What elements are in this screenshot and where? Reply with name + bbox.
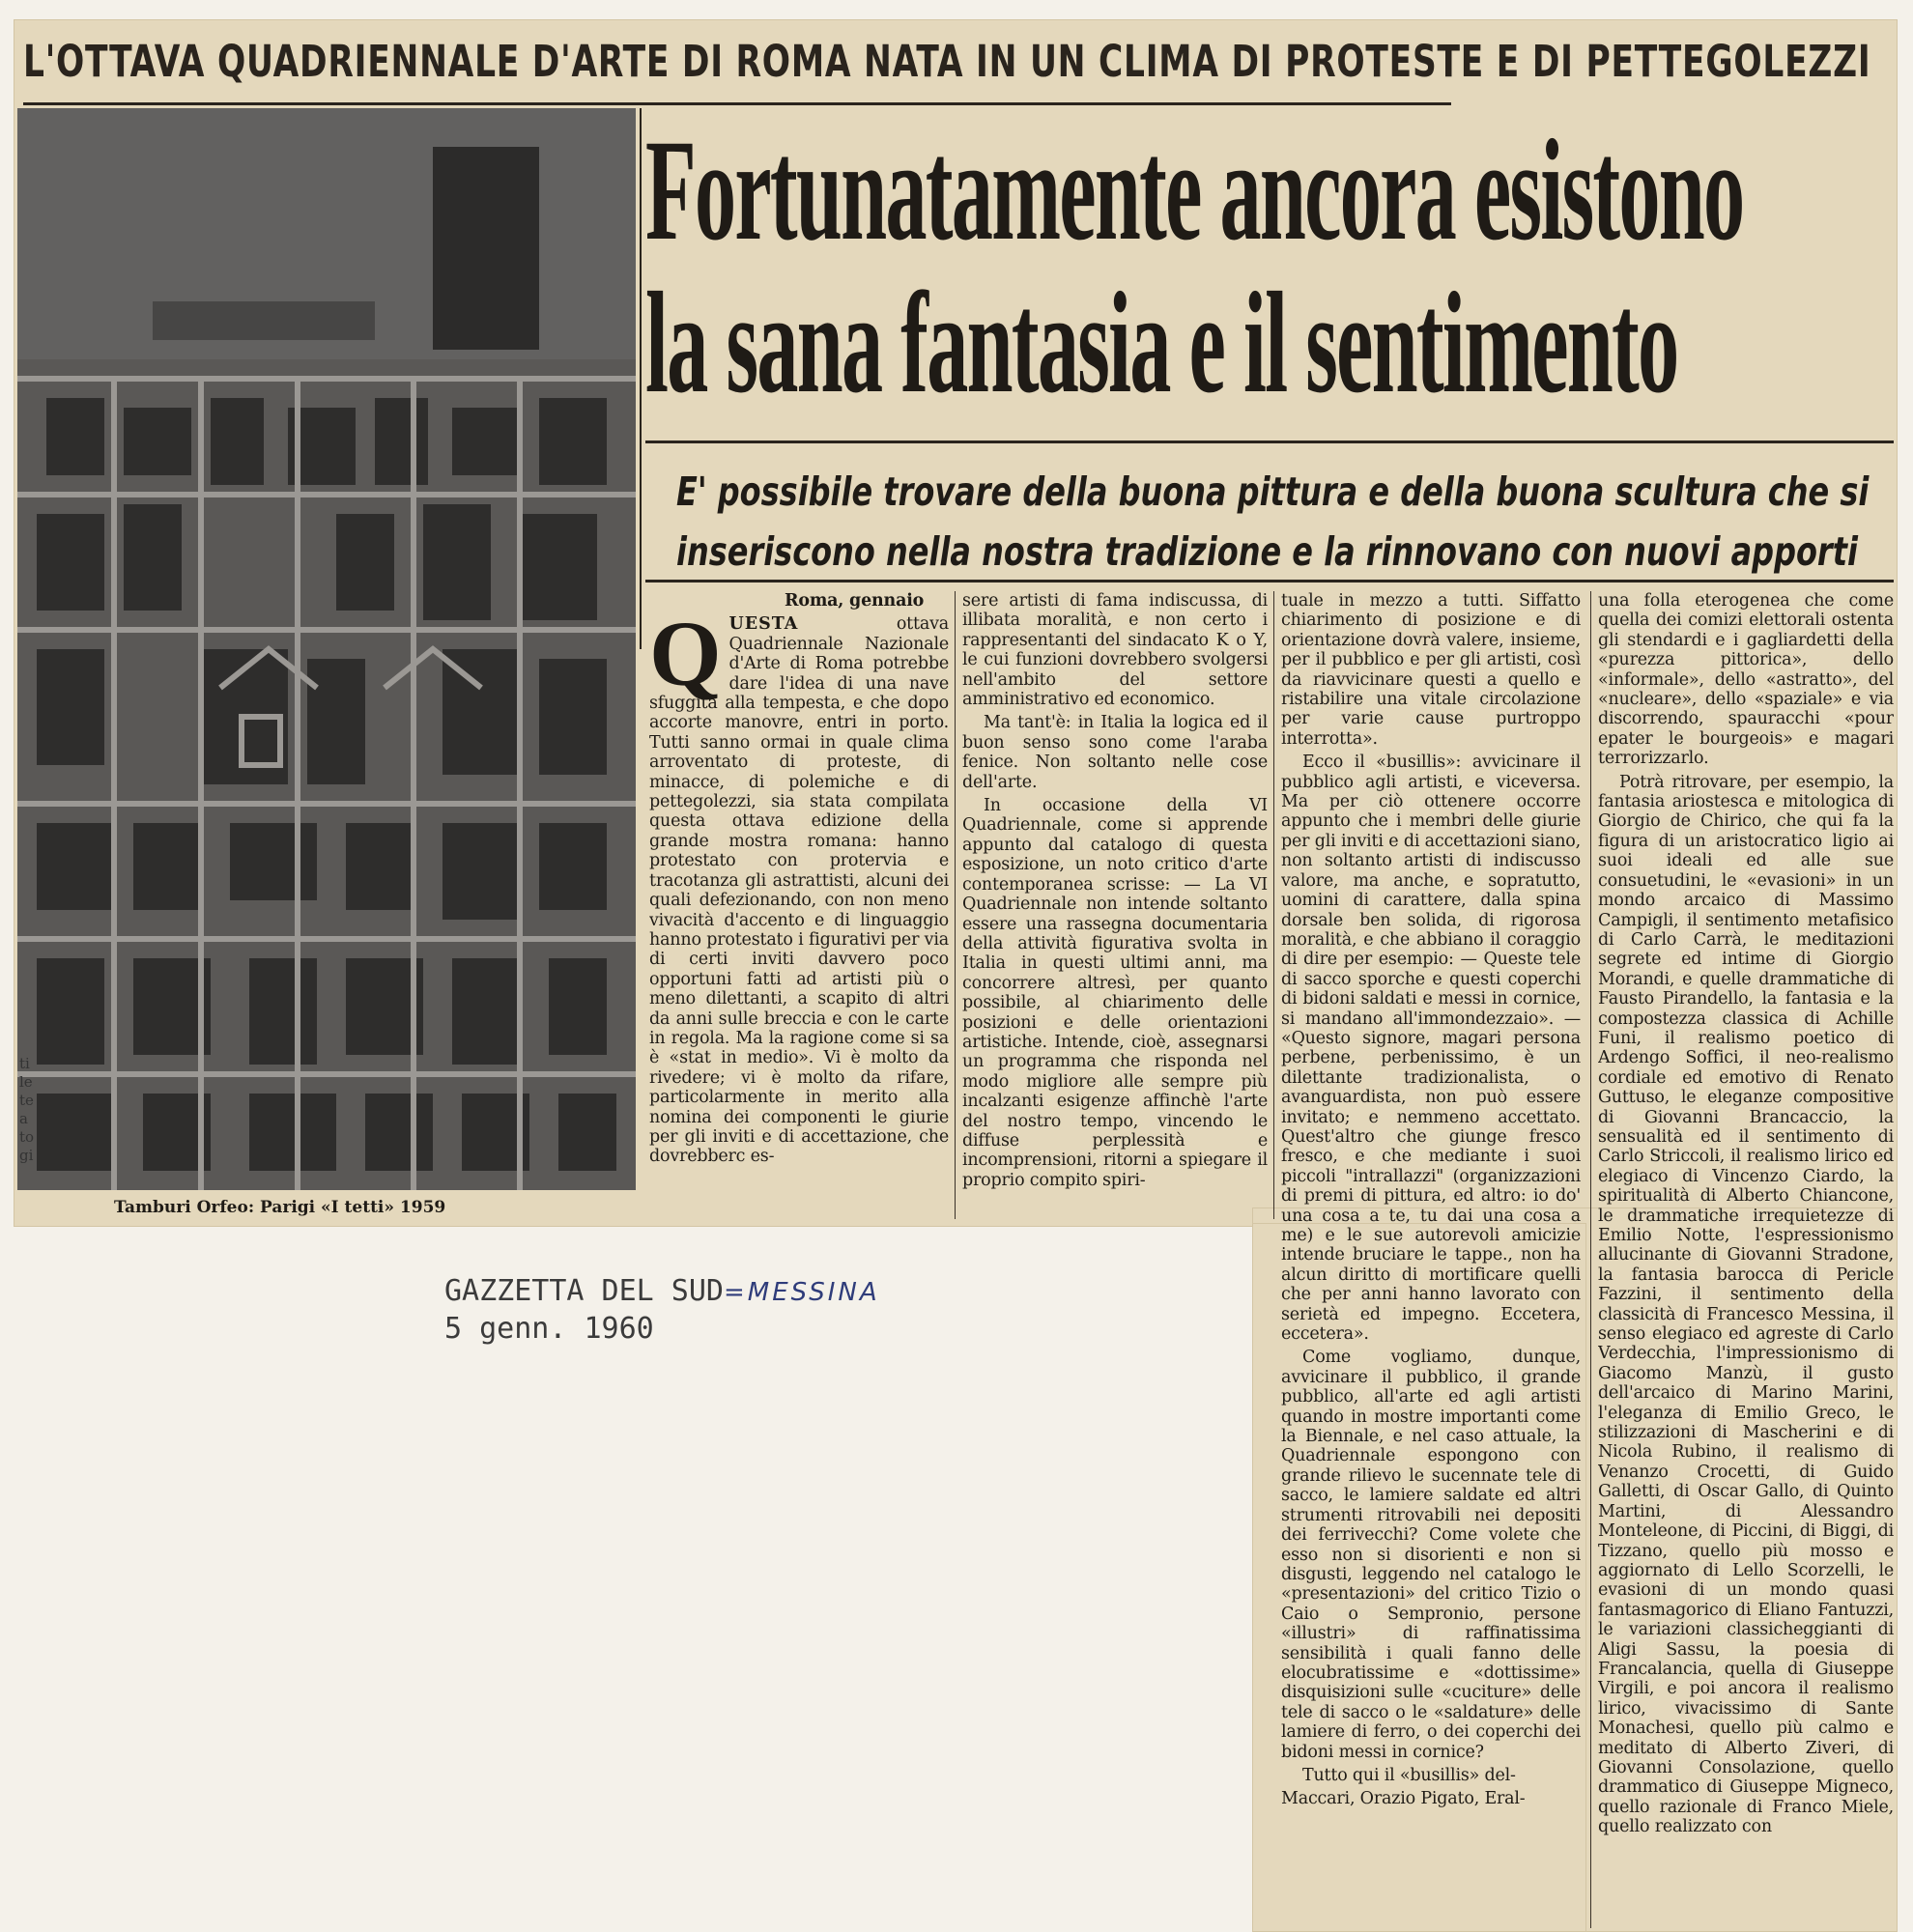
subheadline — [676, 462, 1870, 582]
column-divider — [1590, 591, 1591, 1928]
column-3-paragraph-1: tuale in mezzo a tutti. Siffatto chiarimento di posizione e di orientazione dovrà valere, insieme, per il pubblico e per gli artisti, così da riavvicinare questi a quello e ristabilire una vitale circolazione per varie cause purtroppo interrotta». — [1281, 591, 1581, 749]
handwritten-city: =MESSINA — [723, 1278, 880, 1307]
headline-line-1: Fortunatamente ancora esistono — [645, 110, 1744, 270]
deck-line-2: inseriscono nella nostra tradizione e la rinnovano con nuovi apporti — [676, 528, 1858, 575]
column-2-paragraph-2: Ma tant'è: in Italia la logica ed il buon senso sono come l'araba fenice. Non soltanto nelle cose dell'arte. — [962, 713, 1268, 792]
article-column-2 — [962, 591, 1268, 1223]
column-1-text: ottava Quadriennale Nazionale d'Arte di Roma potrebbe dare l'idea di una nave sfuggita alla tempesta, e che dopo accorte manovre, entri in porto. Tutti sanno ormai in quale clima arroventato di proteste, di minacce, di polemiche e di pettegolezzi, sia stata compilata questa ottava edizione della grande mostra romana: hanno protestato con protervia e tracotanza gli astrattisti, alcuni dei quali defezionando, con non meno vivacità d'accento e di linguaggio hanno protestato i figurativi per via di certi inviti davvero poco opportuni fatti ad artisti più o meno dilettanti, a scapito di altri da anni sulle breccia e con le carte in regola. Ma la ragione come si sa è «stat in medio». Vi è molto da rivedere; vi è molto da rifare, particolarmente in merito alla nomina dei componenti le giurie per gli inviti e di accettazione, che dovrebberc es- — [649, 614, 949, 1167]
column-1-paragraph — [649, 602, 949, 1167]
stamp-date: 5 genn. 1960 — [444, 1312, 654, 1346]
stamp-line-1 — [444, 1273, 880, 1311]
edge-letter: te — [19, 1092, 34, 1109]
column-divider — [955, 591, 956, 1219]
edge-letter: a — [19, 1110, 28, 1127]
headline-divider — [640, 108, 642, 649]
main-headline — [645, 110, 1744, 423]
column-3-tail: Maccari, Orazio Pigato, Eral- — [1281, 1789, 1526, 1809]
column-2-paragraph-3: In occasione della VI Quadriennale, come si apprende appunto dal catalogo di questa esposizione, un noto critico d'arte contemporanea scrisse: — La VI Quadriennale non intende soltanto essere una rassegna documentaria della attività figurativa svolta in Italia in questi ultimi anni, ma concorrere altresì, per quanto possibile, al chiarimento delle posizioni e delle orientazioni artistiche. Intende, cioè, assegnarsi un programma che risponda nel modo migliore alle sempre più incalzanti esigenze affinchè l'arte del nostro tempo, vincendo le diffuse perplessità e incomprensioni, ritorni a spiegare il proprio compito spiri- — [962, 796, 1268, 1190]
edge-letter: to — [19, 1128, 35, 1146]
painting-roofs-image — [17, 108, 636, 1190]
drop-cap: Q — [649, 602, 722, 706]
edge-letter: ti — [19, 1055, 30, 1072]
edge-letter: le — [19, 1073, 33, 1091]
photo-caption: Tamburi Orfeo: Parigi «I tetti» 1959 — [114, 1198, 446, 1217]
archive-stamp — [444, 1273, 880, 1348]
newspaper-name: GAZZETTA DEL SUD — [444, 1274, 724, 1308]
column-2-paragraph-1: sere artisti di fama indiscussa, di illibata moralità, e non certo i rappresentanti del sindacato K o Y, le cui funzioni dovrebbero svolgersi nell'ambito del settore amministrativo ed economico. — [962, 591, 1268, 710]
column-4-paragraph-1: una folla eterogenea che come quella dei comizi elettorali ostenta gli stendardi e i gagliardetti della «purezza pittorica», dello «informale», dello «astratto», del «nucleare», dello «spaziale» e via discorrendo, spauracchi «pour epater le bourgeois» e magari terrorizzarlo. — [1598, 591, 1894, 769]
edge-letter: gi — [19, 1147, 34, 1164]
headline-rule — [645, 440, 1894, 443]
column-3-paragraph-3: Come vogliamo, dunque, avvicinare il pubblico, il grande pubblico, all'arte ed agli artisti quando in mostre importanti come la Biennale, e nel caso attuale, la Quadriennale espongono con grande rilievo le sucennate tele di sacco, le lamiere saldate ed altri strumenti ritrovabili nei depositi dei ferrivecchi? Come volete che esso non si disorienti e non si disgusti, leggendo nel catalogo le «presentazioni» del critico Tizio o Caio o Sempronio, persone «illustri» di raffinatissima sensibilità i quali fanno delle elocubratissime e «dottissime» disquisizioni sulle «cuciture» delle tele di sacco o le «saldature» delle lamiere di ferro, o dei coperchi dei bidoni messi in cornice? — [1281, 1348, 1581, 1762]
deck-line-1: E' possibile trovare della buona pittura e della buona scultura che si — [676, 469, 1870, 515]
article-column-4 — [1598, 591, 1894, 1928]
deck-rule — [645, 580, 1894, 582]
headline-line-2: la sana fantasia e il sentimento — [645, 263, 1678, 423]
article-column-3 — [1281, 591, 1581, 1928]
kicker-headline: L'OTTAVA QUADRIENNALE D'ARTE DI ROMA NATA IN UN CLIMA DI PROTESTE E DI PETTEGOLEZZI — [23, 21, 1451, 105]
article-column-1 — [649, 591, 949, 1223]
dateline: Roma, gennaio — [785, 591, 925, 611]
column-divider — [1273, 591, 1274, 1219]
lead-caps: UESTA — [728, 614, 799, 635]
artwork-photo — [17, 108, 636, 1190]
column-3-paragraph-4: Tutto qui il «busillis» del- — [1302, 1765, 1516, 1785]
clipped-edge-letters — [19, 1055, 46, 1165]
column-4-paragraph-2: Potrà ritrovare, per esempio, la fantasia ariostesca e mitologica di Giorgio de Chirico, che qui fa la figura di un aristocratico ligio ai suoi ideali ed alle sue consuetudini, le «evasioni» in un mondo arcaico di Massimo Campigli, il sentimento metafisico di Carlo Carrà, le meditazioni segrete ed intime di Giorgio Morandi, e quelle drammatiche di Fausto Pirandello, la fantasia e la compostezza classica di Achille Funi, il realismo poetico di Ardengo Soffici, il neo-realismo cordiale ed emotivo di Renato Guttuso, le eleganze compositive di Giovanni Brancaccio, la sensualità ed il sentimento di Carlo Striccoli, il realismo lirico ed elegiaco di Vincenzo Ciardo, la spiritualità di Alberto Chiancone, le drammatiche irrequietezze di Emilio Notte, l'espressionismo allucinante di Giovanni Stradone, la fantasia barocca di Pericle Fazzini, il sentimento della classicità di Francesco Messina, il senso elegiaco ed agreste di Carlo Verdecchia, l'impressionismo di Giacomo Manzù, il gusto dell'arcaico di Marino Marini, l'eleganza di Emilio Greco, le stilizzazioni di Mascherini e di Nicola Rubino, il realismo di Venanzo Crocetti, di Guido Galletti, di Oscar Gallo, di Quinto Martini, di Alessandro Monteleone, di Piccini, di Biggi, di Tizzano, quello più mosso e aggiornato di Lello Scorzelli, le evasioni di un mondo quasi fantasmagorico di Eliano Fantuzzi, le variazioni classicheggianti di Aligi Sassu, la poesia di Francalancia, quella di Giuseppe Virgili, e poi ancora il realismo lirico, vivacissimo di Sante Monachesi, quello più calmo e meditato di Alberto Ziveri, di Giovanni Consolazione, quello drammatico di Giuseppe Migneco, quello razionale di Franco Miele, quello realizzato con — [1598, 772, 1894, 1837]
column-3-paragraph-2: Ecco il «busillis»: avvicinare il pubblico agli artisti, e viceversa. Ma per ciò ottenere occorre appunto che i membri delle giurie per gli inviti e di accettazioni siano, non soltanto artisti di indiscusso valore, ma anche, e sopratutto, uomini di carattere, dalla spina dorsale ben solida, di rigorosa moralità, e che abbiano il coraggio di dire per esempio: — Queste tele di sacco sporche e questi coperchi di bidoni saldati e messi in cornice, si mandano all'immondezzaio». — «Questo signore, magari persona perbene, perbenissimo, è un dilettante tradizionalista, o avanguardista, non può essere invitato; e nemmeno accettato. Quest'altro che giunge fresco fresco, e che mediante i suoi piccoli "intrallazzi" (organizzazioni di premi di pittura, ed altro: io do' una cosa a te, tu dai una cosa a me) e le sue autorevoli amicizie intende bruciare le tappe., non ha alcun diritto di mortificare quelli che per anni hanno lavorato con serietà ed impegno. Eccetera, eccetera». — [1281, 753, 1581, 1345]
